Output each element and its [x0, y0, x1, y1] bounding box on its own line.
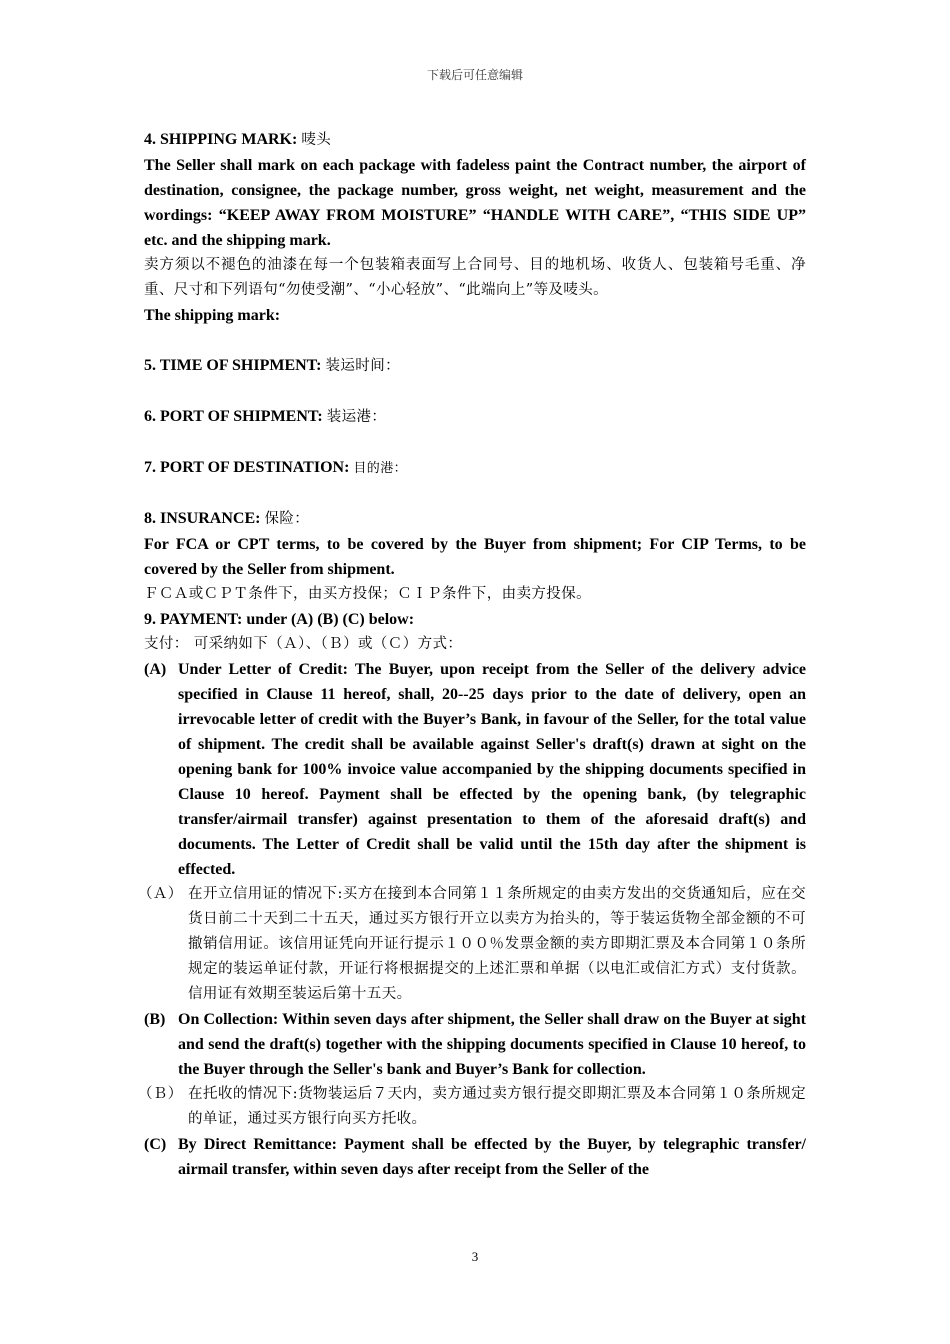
section-title: 8. INSURANCE: — [144, 510, 261, 527]
section-title: 5. TIME OF SHIPMENT: — [144, 357, 322, 374]
payment-option-a-zh — [138, 882, 806, 1007]
option-label-zh: （Ｂ） — [138, 1086, 183, 1102]
section-8-text: For FCA or CPT terms, to be covered by the Buyer from shipment; For CIP Terms, to be covered by the Seller from shipment. — [144, 536, 806, 578]
option-text-zh: 在开立信用证的情况下:买方在接到本合同第１１条所规定的由卖方发出的交货通知后，应在交货日前二十天到二十五天，通过买方银行开立以卖方为抬头的，等于装运货物全部金额的不可撤销信用证。该信用证凭向开证行提示１００％发票金额的卖方即期汇票及本合同第１０条所规定的装运单证付款，开证行将根据提交的上述汇票和单据（以电汇或信汇方式）支付货款。信用证有效期至装运后第十五天。 — [188, 886, 806, 1002]
section-7-heading — [144, 455, 806, 481]
section-8-text-zh: ＦＣＡ或ＣＰＴ条件下，由买方投保；ＣＩＰ条件下，由卖方投保。 — [144, 586, 591, 602]
section-4-text: The Seller shall mark on each package with fadeless paint the Contract number, the airport of destination, consignee, the package number, gross weight, net weight, measurement and the wordings: “KEEP AWAY FROM MOISTURE” “HANDLE WITH CARE”, “THIS SIDE UP” etc. and the shipping mark. — [144, 157, 806, 249]
page-header: 下载后可任意编辑 — [426, 68, 523, 82]
section-9-text-zh: 支付： 可采纳如下（Ａ）、（Ｂ）或（Ｃ）方式： — [144, 636, 463, 652]
section-title: 6. PORT OF SHIPMENT: — [144, 408, 323, 425]
payment-option-c — [144, 1132, 806, 1182]
option-label-zh: （Ａ） — [138, 886, 183, 902]
option-text-zh: 在托收的情况下:货物装运后７天内，卖方通过卖方银行提交即期汇票及本合同第１０条所规定的单证，通过买方银行向买方托收。 — [188, 1086, 806, 1127]
option-text: By Direct Remittance: Payment shall be effected by the Buyer, by telegraphic transfer/ airmail transfer, within seven days after receipt from the Seller of the — [178, 1136, 806, 1178]
payment-option-b — [144, 1007, 806, 1082]
shipping-mark-label: The shipping mark: — [144, 307, 281, 324]
section-8-heading — [144, 506, 806, 532]
document-body — [138, 127, 806, 1182]
section-title: 4. SHIPPING MARK: — [144, 131, 298, 148]
section-title-zh: 装运港： — [326, 409, 387, 425]
option-label: (B) — [144, 1011, 166, 1028]
section-title: 7. PORT OF DESTINATION: — [144, 459, 350, 476]
section-title-zh: 装运时间： — [325, 358, 400, 374]
page-number: 3 — [471, 1249, 479, 1264]
section-title-zh: 保险： — [264, 511, 310, 527]
section-9-heading: 9. PAYMENT: under (A) (B) (C) below: — [144, 611, 415, 628]
payment-option-b-zh — [138, 1082, 806, 1132]
section-title-zh: 目的港： — [353, 461, 407, 476]
section-4-text-zh: 卖方须以不褪色的油漆在每一个包装箱表面写上合同号、目的地机场、收货人、包装箱号毛重、净重、尺寸和下列语句“勿使受潮”、“小心轻放”、“此端向上”等及唛头。 — [144, 257, 806, 298]
section-5-heading — [144, 353, 806, 379]
option-label: (C) — [144, 1136, 167, 1153]
section-4-heading — [144, 127, 806, 153]
payment-option-a — [144, 657, 806, 882]
option-text: On Collection: Within seven days after shipment, the Seller shall draw on the Buyer at sight and send the draft(s) together with the shipping documents specified in Clause 10 hereof, to the Buyer through the Seller's bank and Buyer’s Bank for collection. — [178, 1011, 806, 1078]
option-text: Under Letter of Credit: The Buyer, upon receipt from the Seller of the delivery advice specified in Clause 11 hereof, shall, 20--25 days prior to the date of delivery, open an irrevocable letter of credit with the Buyer’s Bank, in favour of the Seller, for the total value of shipment. The credit shall be available against Seller's draft(s) drawn at sight on the opening bank for 100% invoice value accompanied by the shipping documents specified in Clause 10 hereof. Payment shall be effected by the opening bank, (by telegraphic transfer/airmail transfer) against presentation to them of the aforesaid draft(s) and documents. The Letter of Credit shall be valid until the 15th day after the shipment is effected. — [178, 661, 806, 878]
section-title-zh: 唛头 — [301, 132, 332, 148]
section-6-heading — [144, 404, 806, 430]
option-label: (A) — [144, 661, 167, 678]
